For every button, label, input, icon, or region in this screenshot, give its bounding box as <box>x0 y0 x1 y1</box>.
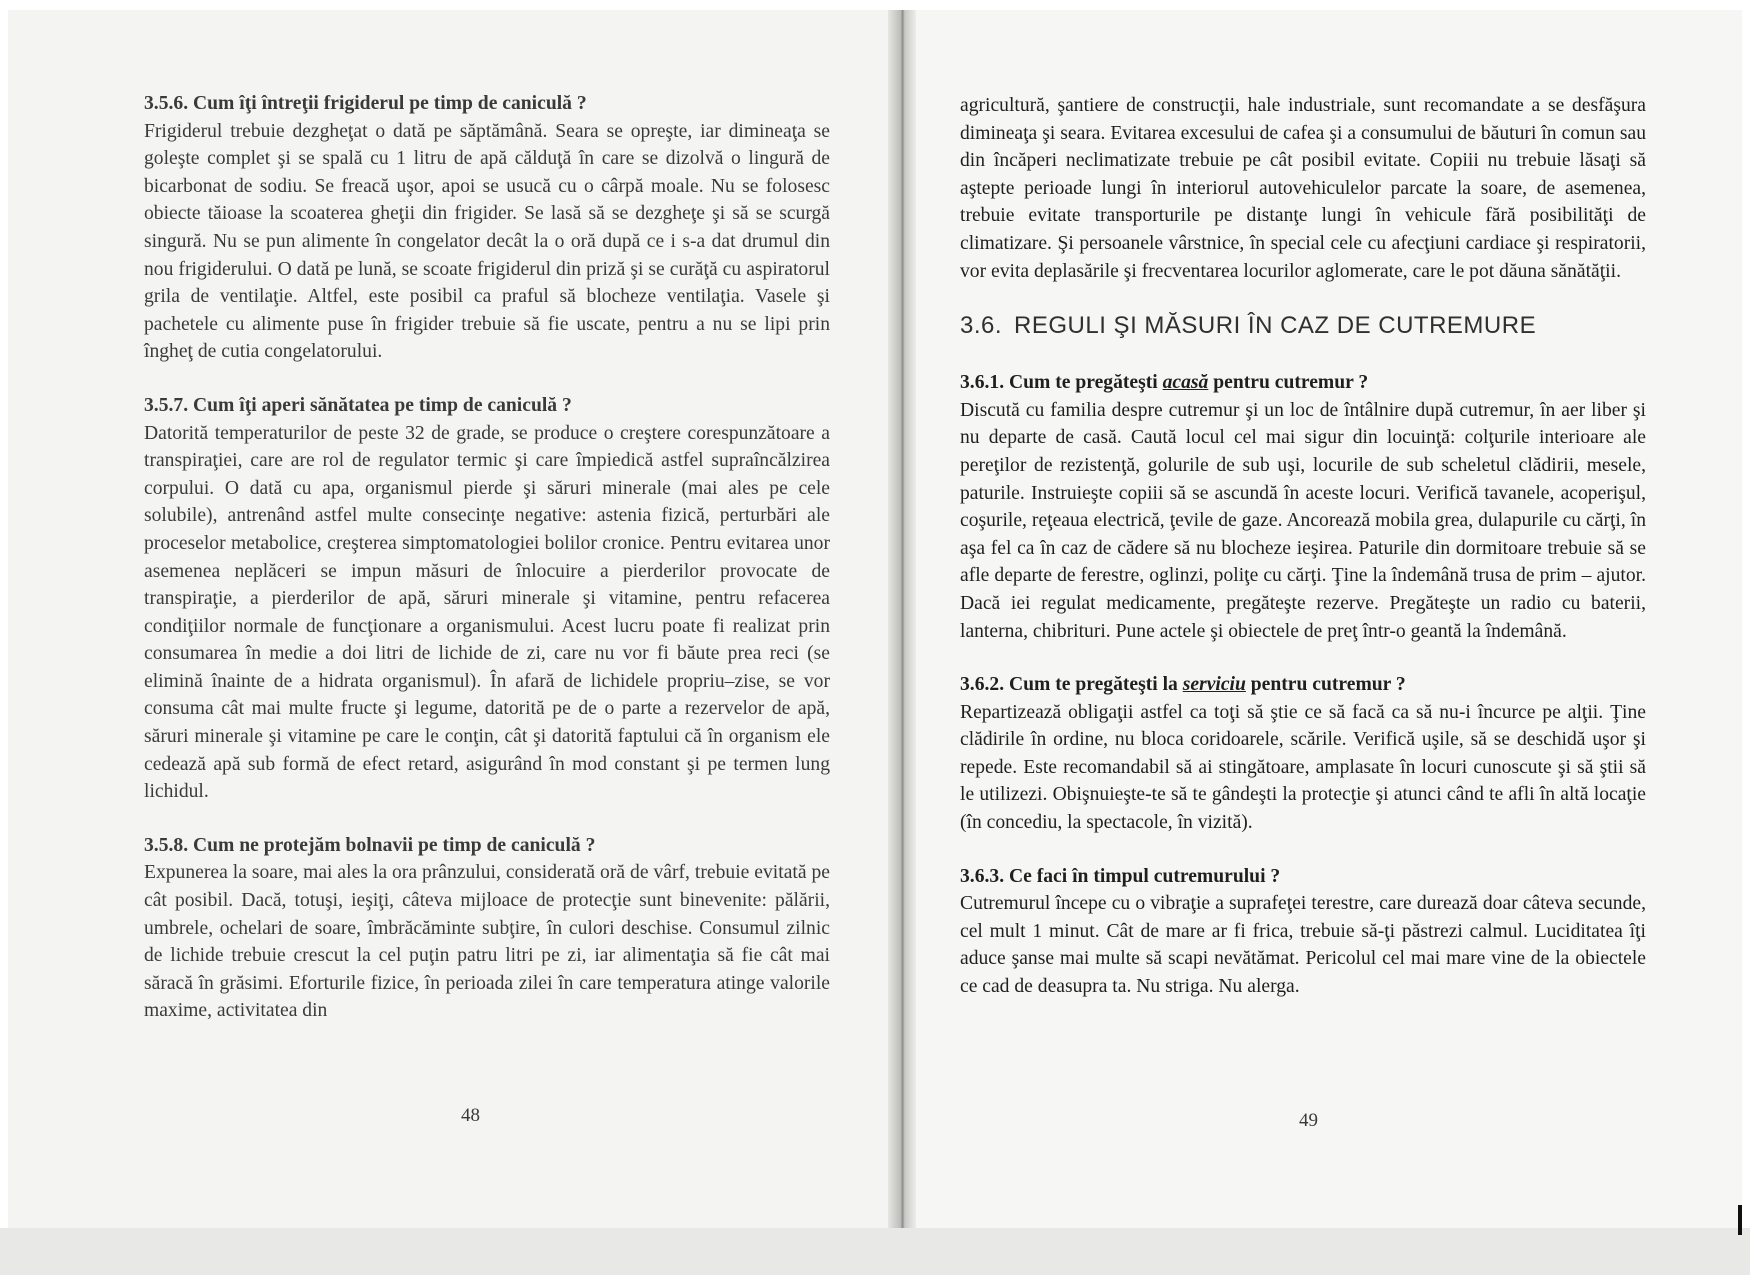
heading-text: pentru cutremur ? <box>1245 674 1406 696</box>
right-page-text <box>960 92 1646 1001</box>
section-heading-3-5-8: 3.5.8. Cum ne protejăm bolnavii pe timp de caniculă ? <box>144 834 596 856</box>
heading-text: 3.6.1. Cum te pregăteşti <box>960 372 1163 394</box>
left-page-text <box>144 90 830 1025</box>
chapter-number: 3.6. <box>960 312 1003 340</box>
section-heading-3-6-3: 3.6.3. Ce faci în timpul cutremurului ? <box>960 865 1281 887</box>
right-page <box>902 10 1742 1240</box>
section-heading-3-6-2 <box>960 671 1646 699</box>
page-number-left: 48 <box>461 1105 480 1126</box>
heading-emphasis: acasă <box>1162 372 1209 394</box>
section-body-3-6-2: Repartizează obligaţii astfel ca toţi să ştie ce să facă ca să nu-i încurce pe alţii. Ţine clădirile în ordine, nu bloca coridoarele, scările. Verifică uşile, să se deschidă uşor şi repede. Este recomandabil să ai stingătoare, amplasate în locuri cunoscute şi să ştii să le utilizezi. Obişnuieşte-te să te gândeşti la protecţie şi atunci când te afli în altă locaţie (în concediu, la spectacole, în vizită). <box>960 701 1646 834</box>
chapter-heading <box>960 311 1646 341</box>
heading-text: 3.6.2. Cum te pregăteşti la <box>960 674 1183 696</box>
section-heading-3-5-6: 3.5.6. Cum îţi întreţii frigiderul pe timp de caniculă ? <box>144 93 587 114</box>
chapter-title: REGULI ŞI MĂSURI ÎN CAZ DE CUTREMURE <box>1014 312 1537 340</box>
scan-edge-mark <box>1738 1205 1742 1235</box>
section-body-3-5-7: Datorită temperaturilor de peste 32 de grade, se produce o creştere corespunzătoare a transpiraţiei, care are rol de regulator termic şi care împiedică astfel supraîncălzirea corpului. O dată cu apa, organismul pierde şi săruri minerale (mai ales pe cele solubile), antrenând astfel multe consecinţe negative: astenia fizică, perturbări ale proceselor metabolice, creşterea simptomatologiei bolilor cronice. Pentru evitarea unor asemenea neplăceri se impun măsuri de înlocuire a pierderilor provocate de transpiraţie, a pierderilor de apă, săruri minerale şi vitamine, pentru refacerea condiţiilor normale de funcţionare a organismului. Acest lucru poate fi realizat prin consumarea în medie a doi litri de lichide de zi, care nu vor fi băute prea reci (se elimină înainte de a hidrata organismul). În afară de lichidele propriu–zise, se vor consuma cât mai multe fructe şi legume, datorită pe de o parte a rezervelor de apă, săruri minerale şi vitamine pe care le conţin, cât şi datorită faptului că în organism ele cedează apă sub formă de efect retard, asigurând în mod constant şi pe termen lung lichidul. <box>144 422 830 803</box>
scan-bottom-margin <box>0 1228 1750 1275</box>
section-heading-3-5-7: 3.5.7. Cum îţi aperi sănătatea pe timp de caniculă ? <box>144 394 572 416</box>
section-body-3-5-8: Expunerea la soare, mai ales la ora prânzului, considerată oră de vârf, trebuie evitată pe cât posibil. Dacă, totuşi, ieşiţi, câteva mijloace de protecţie sunt binevenite: pălării, umbrele, ochelari de soare, îmbrăcăminte subţire, în culori deschise. Consumul zilnic de lichide trebuie crescut la cel puţin patru litri pe zi, iar alimentaţia să fie cât mai săracă în grăsimi. Eforturile fizice, în perioada zilei în care temperatura atinge valorile maxime, activitatea din <box>144 862 830 1022</box>
section-body-3-5-6: Frigiderul trebuie dezgheţat o dată pe săptămână. Seara se opreşte, iar dimineaţa se goleşte complet şi se spală cu 1 litru de apă călduţă în care se dizolvă o lingură de bicarbonat de sodiu. Se freacă uşor, apoi se usucă cu o cârpă moale. Nu se folosesc obiecte tăioase la scoaterea gheţii din frigider. Se lasă să se dezgheţe şi să se scurgă singură. Nu se pun alimente în congelator decât la o oră după ce i s-a dat drumul din nou frigiderului. O dată pe lună, se scoate frigiderul din priză şi se curăţă cu aspiratorul grila de ventilaţie. Altfel, este posibil ca praful să blocheze ventilaţia. Vasele şi pachetele cu alimente puse în frigider trebuie să fie uscate, pentru a nu se lipi prin îngheţ de cutia congelatorului. <box>144 120 830 363</box>
book-gutter <box>888 10 916 1240</box>
left-page <box>8 10 900 1240</box>
page-number-right: 49 <box>1299 1110 1318 1131</box>
heading-text: pentru cutremur ? <box>1208 372 1369 394</box>
intro-paragraph: agricultură, şantiere de construcţii, hale industriale, sunt recomandate a se desfăşura dimineaţa şi seara. Evitarea excesului de cafea şi a consumului de băuturi în comun sau din încăperi neclimatizate trebuie pe cât posibil evitate. Copiii nu trebuie lăsaţi să aştepte perioade lungi în interiorul autovehiculelor parcate la soare, de asemenea, trebuie evitate transporturile pe distanţe lungi în vehicule fără posibilităţi de climatizare. Şi persoanele vârstnice, în special cele cu afecţiuni cardiace şi respiratorii, vor evita deplasările şi frecventarea locurilor aglomerate, care le pot dăuna sănătăţii. <box>960 95 1646 282</box>
section-heading-3-6-1 <box>960 369 1646 397</box>
section-body-3-6-3: Cutremurul începe cu o vibraţie a suprafeţei terestre, care durează doar câteva secunde, cel mult 1 minut. Cât de mare ar fi frica, trebuie să-ţi păstrezi calmul. Luciditatea îţi aduce şanse mai multe să scapi nevătămat. Pericolul cel mai mare vine de la obiectele ce cad de deasupra ta. Nu striga. Nu alerga. <box>960 893 1646 998</box>
heading-emphasis: serviciu <box>1182 674 1246 696</box>
section-body-3-6-1: Discută cu familia despre cutremur şi un loc de întâlnire după cutremur, în aer liber şi nu departe de casă. Caută locul cel mai sigur din locuinţă: colţurile interioare ale pereţilor de rezistenţă, golurile de sub uşi, locurile de sub scheletul clădirii, mesele, paturile. Instruieşte copiii să se ascundă în aceste locuri. Verifică tavanele, acoperişul, coşurile, reţeaua electrică, ţevile de gaze. Ancorează mobila grea, dulapurile cu cărţi, în aşa fel ca în caz de cădere să nu blocheze ieşirea. Paturile din dormitoare trebuie să se afle departe de ferestre, oglinzi, poliţe cu cărţi. Ţine la îndemână trusa de prim – ajutor. Dacă iei regulat medicamente, pregăteşte rezerve. Pregăteşte un radio cu baterii, lanterna, chibrituri. Pune actele şi obiectele de preţ într-o geantă la îndemână. <box>960 399 1646 642</box>
